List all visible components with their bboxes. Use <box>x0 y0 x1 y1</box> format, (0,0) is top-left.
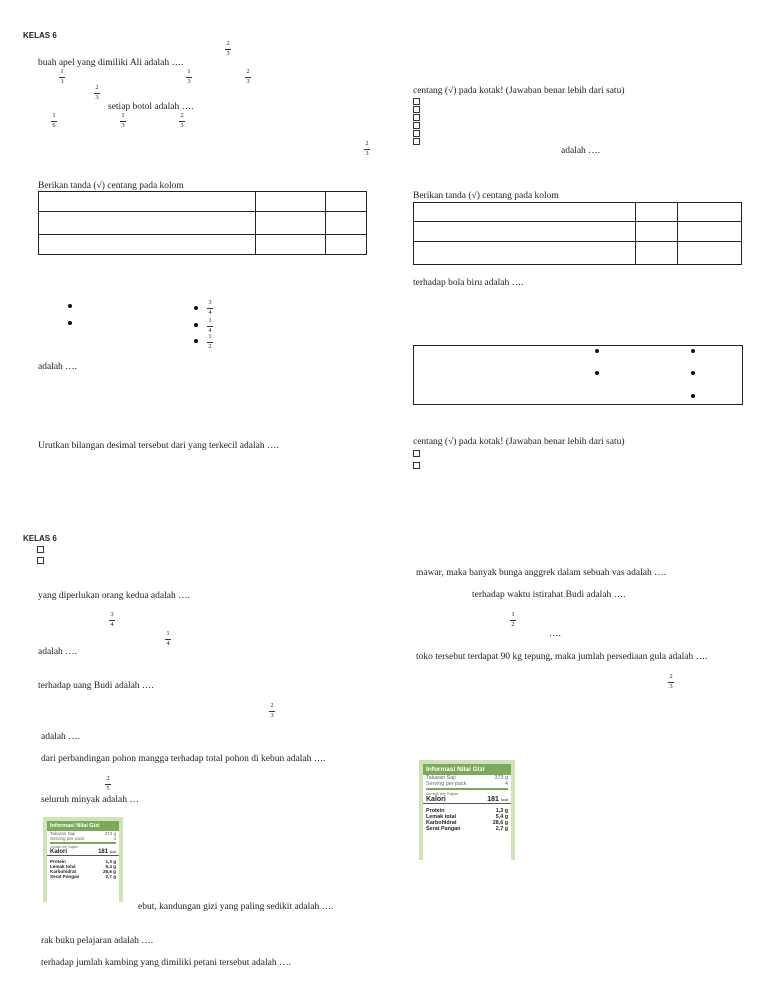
bullet <box>194 306 198 310</box>
checkbox[interactable] <box>413 462 420 469</box>
kelas-header-bottom: KELAS 6 <box>23 534 57 543</box>
question-text: terhadap bola biru adalah …. <box>413 278 524 288</box>
checkbox[interactable] <box>413 98 420 105</box>
answer-table <box>413 202 742 265</box>
fraction: 1 6 <box>52 112 56 129</box>
nutrition-label: Informasi Nilai Gizi Takaran Saji 373 g Serving per pack 4 Jumlah per Sajian Kalori 181 kcal Protein 1,3 g Lemak total 5,4 g Karbohidrat 28,6 g Serat Pangan 2,7 g <box>43 817 123 902</box>
question-text: yang diperlukan orang kedua adalah …. <box>38 591 190 601</box>
bullet <box>68 321 72 325</box>
checkbox[interactable] <box>413 130 420 137</box>
fraction: 1 3 <box>60 68 64 85</box>
bullet <box>68 304 72 308</box>
checkbox[interactable] <box>413 122 420 129</box>
checkbox[interactable] <box>413 114 420 121</box>
fraction: 2 3 <box>365 140 369 157</box>
nutrition-title: Informasi Nilai Gizi <box>423 764 511 775</box>
fraction: 1 4 <box>208 317 212 334</box>
checkbox[interactable] <box>413 450 420 457</box>
question-text: adalah …. <box>38 647 78 657</box>
question-text: adalah …. <box>41 732 81 742</box>
bullet <box>691 349 695 353</box>
fraction: 2 3 <box>270 702 274 719</box>
question-text: toko tersebut terdapat 90 kg tepung, maka jumlah persediaan gula adalah …. <box>416 652 708 662</box>
question-text: centang (√) pada kotak! (Jawaban benar lebih dari satu) <box>413 437 625 447</box>
fraction: 2 5 <box>106 775 110 792</box>
question-text: rak buku pelajaran adalah …. <box>41 936 154 946</box>
question-text: centang (√) pada kotak! (Jawaban benar lebih dari satu) <box>413 86 625 96</box>
fraction: 3 4 <box>110 611 114 628</box>
checkbox[interactable] <box>413 138 420 145</box>
fraction: 3 4 <box>208 299 212 316</box>
question-text: buah apel yang dimiliki Ali adalah …. <box>38 58 184 68</box>
question-text: setiap botol adalah …. <box>108 102 194 112</box>
question-text: terhadap jumlah kambing yang dimiliki petani tersebut adalah …. <box>41 958 291 968</box>
question-text: Berikan tanda (√) centang pada kolom <box>413 191 559 201</box>
question-text: Berikan tanda (√) centang pada kolom <box>38 181 184 191</box>
kelas-header-top: KELAS 6 <box>23 31 57 40</box>
question-text: adalah …. <box>38 362 78 372</box>
fraction: 2 3 <box>246 68 250 85</box>
fraction: 2 3 <box>180 112 184 129</box>
fraction: 1 3 <box>187 68 191 85</box>
fraction: 1 3 <box>121 112 125 129</box>
nutrition-title: Informasi Nilai Gizi <box>47 821 119 831</box>
question-text: ebut, kandungan gizi yang paling sedikit adalah …. <box>138 902 334 912</box>
bullet <box>194 323 198 327</box>
bullet <box>691 394 695 398</box>
question-text: terhadap waktu istirahat Budi adalah …. <box>472 590 626 600</box>
fraction: 2 3 <box>226 40 230 57</box>
bullet <box>595 371 599 375</box>
question-text: dari perbandingan pohon mangga terhadap total pohon di kebun adalah …. <box>41 754 326 764</box>
question-text: adalah …. <box>561 146 601 156</box>
ellipsis-text: …. <box>549 629 561 639</box>
nutrition-label: Informasi Nilai Gizi Takaran Saji 373 g Serving per pack 4 Jumlah per Sajian Kalori 181 kcal Protein 1,3 g Lemak total 5,4 g Karbohidrat 28,6 g Serat Pangan 2,7 g <box>419 760 515 860</box>
checkbox[interactable] <box>413 106 420 113</box>
bullet <box>691 371 695 375</box>
question-text: mawar, maka banyak bunga anggrek dalam sebuah vas adalah …. <box>416 568 666 578</box>
fraction: 2 3 <box>669 673 673 690</box>
question-text: seluruh minyak adalah … <box>41 795 139 805</box>
fraction: 1 2 <box>511 611 515 628</box>
checkbox[interactable] <box>37 546 44 553</box>
bullet <box>194 339 198 343</box>
fraction: 1 2 <box>208 333 212 350</box>
fraction: 1 4 <box>166 630 170 647</box>
bullet <box>595 349 599 353</box>
question-text: terhadap uang Budi adalah …. <box>38 681 154 691</box>
fraction: 2 3 <box>95 84 99 101</box>
answer-table <box>38 191 367 255</box>
question-text: Urutkan bilangan desimal tersebut dari yang terkecil adalah …. <box>38 441 279 451</box>
checkbox[interactable] <box>37 557 44 564</box>
